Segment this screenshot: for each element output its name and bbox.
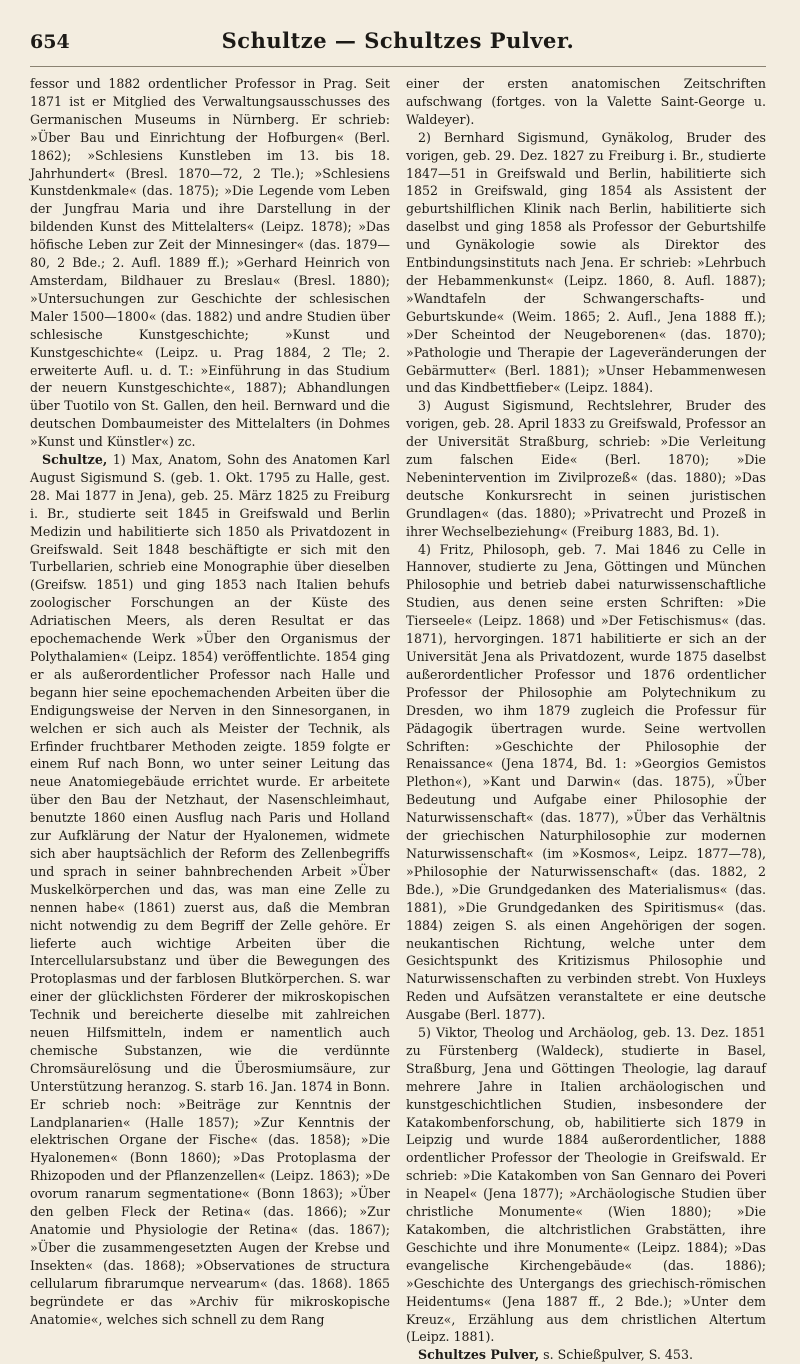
left-column [30,75,390,1327]
entry-text: einer der ersten anatomischen Zeitschriften aufschwang (fortges. von la Valette Saint-George u. Waldeyer). [406,76,766,127]
paragraph [406,397,766,540]
page-number: 654 [30,31,70,53]
running-title: Schultze — Schultzes Pulver. [221,28,575,53]
paragraph [406,541,766,1024]
paragraph [406,1346,766,1364]
entry-text: 2) Bernhard Sigismund, Gynäkolog, Bruder des vorigen, geb. 29. Dez. 1827 zu Freiburg i. Br., studierte 1847—51 in Greifswald und Berlin, habilitierte sich 1852 in Greifswald, ging 1854 als Assistent der geburtshilflichen Klinik nach Berlin, habilitierte sich daselbst und ging 1858 als Professor der Geburtshilfe und Gynäkologie sowie als Direktor des Entbindungsinstituts nach Jena. Er schrieb: »Lehrbuch der Hebammenkunst« (Leipz. 1860, 8. Aufl. 1887); »Wandtafeln der Schwangerschafts- und Geburtskunde« (Weim. 1865; 2. Aufl., Jena 1888 ff.); »Der Scheintod der Neugeborenen« (das. 1870); »Pathologie und Therapie der Lageveränderungen der Gebärmutter« (Berl. 1881); »Unser Hebammenwesen und das Kindbettfieber« (Leipz. 1884). [406,129,766,396]
text-columns [30,75,766,1363]
page-header [30,28,766,67]
entry-text: 4) Fritz, Philosoph, geb. 7. Mai 1846 zu Celle in Hannover, studierte zu Jena, Göttingen und München Philosophie und betrieb dabei naturwissenschaftliche Studien, aus denen seine ersten Schriften: »Die Tierseele« (Leipz. 1868) und »Der Fetischismus« (das. 1871), hervorgingen. 1871 habilitierte er sich an der Universität Jena als Privatdozent, wurde 1875 daselbst außerordentlicher Professor und 1876 ordentlicher Professor der Philosophie am Polytechnikum zu Dresden, wo ihm 1879 zugleich die Professur für Pädagogik übertragen wurde. Seine wertvollen Schriften: »Geschichte der Philosophie der Renaissance« (Jena 1874, Bd. 1: »Georgios Gemistos Plethon«), »Kant und Darwin« (das. 1875), »Über Bedeutung und Aufgabe einer Philosophie der Naturwissenschaft« (das. 1877), »Über das Verhältnis der griechischen Naturphilosophie zur modernen Naturwissenschaft« (im »Kosmos«, Leipz. 1877—78), »Philosophie der Naturwissenschaft« (das. 1882, 2 Bde.), »Die Grundgedanken des Materialismus« (das. 1881), »Die Grundgedanken des Spiritismus« (das. 1884) zeigen S. als einen Angehörigen der sogen. neukantischen Richtung, welche unter dem Gesichtspunkt des Kritizismus Philosophie und Naturwissenschaften zu verbinden strebt. Von Huxleys Reden und Aufsätzen veranstaltete er eine deutsche Ausgabe (Berl. 1877). [406,541,766,1023]
entry-text: 3) August Sigismund, Rechtslehrer, Bruder des vorigen, geb. 28. April 1833 zu Greifswald, Professor an der Universität Straßburg, schrieb: »Die Verleitung zum falschen Eide« (Berl. 1870); »Die Nebenintervention im Zivilprozeß« (das. 1880); »Das deutsche Konkursrecht in seinen juristischen Grundlagen« (das. 1880); »Privatrecht und Prozeß in ihrer Wechselbeziehung« (Freiburg 1883, Bd. 1). [406,398,766,539]
paragraph [30,75,390,451]
entry-lemma: Schultzes Pulver, [418,1347,540,1363]
paragraph [406,1024,766,1346]
entry-text: 5) Viktor, Theolog und Archäolog, geb. 13. Dez. 1851 zu Fürstenberg (Waldeck), studierte in Basel, Straßburg, Jena und Göttingen Theologie, lag darauf mehrere Jahre in Italien archäologischen und kunstgeschichtlichen Studien, insbesondere der Katakombenforschung, ob, habilitierte sich 1879 in Leipzig und wurde 1884 außerordentlicher, 1888 ordentlicher Professor der Theologie in Greifswald. Er schrieb: »Die Katakomben von San Gennaro dei Poveri in Neapel« (Jena 1877); »Archäologische Studien über christliche Monumente« (Wien 1880); »Die Katakomben, die altchristlichen Grabstätten, ihre Geschichte und ihre Monumente« (Leipz. 1884); »Das evangelische Kirchengebäude« (das. 1886); »Geschichte des Untergangs des griechisch-römischen Heidentums« (Jena 1887 ff., 2 Bde.); »Unter dem Kreuz«, Erzählung aus dem christlichen Altertum (Leipz. 1881). [406,1025,766,1345]
entry-text: s. Schießpulver, S. 453. [539,1347,693,1363]
right-column [406,75,766,1363]
entry-lemma: Schultze, [42,452,108,468]
paragraph [30,451,390,1328]
paragraph [406,75,766,129]
entry-text: fessor und 1882 ordentlicher Professor in Prag. Seit 1871 ist er Mitglied des Verwaltungsausschusses des Germanischen Museums in Nürnberg. Er schrieb: »Über Bau und Einrichtung der Hofburgen« (Berl. 1862); »Schlesiens Kunstleben im 13. bis 18. Jahrhundert« (Bresl. 1870—72, 2 Tle.); »Schlesiens Kunstdenkmale« (das. 1875); »Die Legende vom Leben der Jungfrau Maria und ihre Darstellung in der bildenden Kunst des Mittelalters« (Leipz. 1878); »Das höfische Leben zur Zeit der Minnesinger« (das. 1879—80, 2 Bde.; 2. Aufl. 1889 ff.); »Gerhard Heinrich von Amsterdam, Bildhauer zu Breslau« (Bresl. 1880); »Untersuchungen zur Geschichte der schlesischen Maler 1500—1800« (das. 1882) und andre Studien über schlesische Kunstgeschichte; »Kunst und Kunstgeschichte« (Leipz. u. Prag 1884, 2 Tle; 2. erweiterte Aufl. u. d. T.: »Einführung in das Studium der neuern Kunstgeschichte«, 1887); Abhandlungen über Tuotilo von St. Gallen, den heil. Bernward und die deutschen Dombaumeister des Mittelalters (in Dohmes »Kunst und Künstler«) zc. [30,76,390,450]
paragraph [406,129,766,398]
entry-text: 1) Max, Anatom, Sohn des Anatomen Karl August Sigismund S. (geb. 1. Okt. 1795 zu Halle, gest. 28. Mai 1877 in Jena), geb. 25. März 1825 zu Freiburg i. Br., studierte seit 1845 in Greifswald und Berlin Medizin und habilitierte sich 1850 als Privatdozent in Greifswald. Seit 1848 beschäftigte er sich mit den Turbellarien, schrieb eine Monographie über dieselben (Greifsw. 1851) und ging 1853 nach Italien behufs zoologischer Forschungen an der Küste des Adriatischen Meers, als deren Resultat er das epochemachende Werk »Über den Organismus der Polythalamien« (Leipz. 1854) veröffentlichte. 1854 ging er als außerordentlicher Professor nach Halle und begann hier seine epochemachenden Arbeiten über die Endigungsweise der Nerven in den Sinnesorganen, in welchen er sich auch als Meister der Technik, als Erfinder fruchtbarer Methoden zeigte. 1859 folgte er einem Ruf nach Bonn, wo unter seiner Leitung das neue Anatomiegebäude errichtet wurde. Er arbeitete über den Bau der Netzhaut, der Nasenschleimhaut, benutzte 1860 einen Ausflug nach Paris und Holland zur Aufklärung der Natur der Hyalonemen, widmete sich aber hauptsächlich der Reform des Zellenbegriffs und sprach in seiner bahnbrechenden Arbeit »Über Muskelkörperchen und das, was man eine Zelle zu nennen habe« (1861) zuerst aus, daß die Membran nicht notwendig zu dem Begriff der Zelle gehöre. Er lieferte auch wichtige Arbeiten über die Intercellularsubstanz und über die Bewegungen des Protoplasmas und der farblosen Blutkörperchen. S. war einer der glücklichsten Förderer der mikroskopischen Technik und bereicherte dieselbe mit zahlreichen neuen Hilfsmitteln, indem er namentlich auch chemische Substanzen, wie die verdünnte Chromsäurelösung und die Überosmiumsäure, zur Unterstützung heranzog. S. starb 16. Jan. 1874 in Bonn. Er schrieb noch: »Beiträge zur Kenntnis der Landplanarien« (Halle 1857); »Zur Kenntnis der elektrischen Organe der Fische« (das. 1858); »Die Hyalonemen« (Bonn 1860); »Das Protoplasma der Rhizopoden und der Pflanzenzellen« (Leipz. 1863); »De ovorum ranarum segmentatione« (Bonn 1863); »Über den gelben Fleck der Retina« (das. 1866); »Zur Anatomie und Physiologie der Retina« (das. 1867); »Über die zusammengesetzten Augen der Krebse und Insekten« (das. 1868); »Observationes de structura cellularum fibrarumque nervearum« (das. 1868). 1865 begründete er das »Archiv für mikroskopische Anatomie«, welches sich schnell zu dem Rang [30,452,390,1327]
